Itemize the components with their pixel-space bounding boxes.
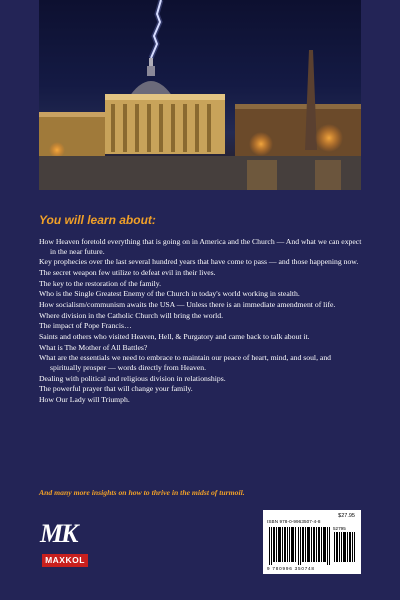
list-item: The impact of Pope Francis… [39,321,132,331]
ean-barcode-bars [269,527,331,565]
list-item: The secret weapon few utilize to defeat evil in their lives. [39,267,216,277]
cover-photo-basilica-lightning [39,0,361,190]
isbn-barcode [263,510,361,574]
list-item: How Heaven foretold everything that is going on in America and the Church — And what we can expect in the near future. [39,237,362,256]
learn-about-heading: You will learn about: [39,213,156,227]
list-item: Key prophecies over the last several hundred years that have come to pass — and those happening now. [39,257,359,267]
ean-digits: 9 780996 350748 [267,566,315,571]
publisher-name: MAXKOL [42,554,88,567]
list-item: How socialism/communism awaits the USA — Unless there is an immediate amendment of life. [39,300,336,310]
list-item: Saints and others who visited Heaven, Hell, & Purgatory and came back to talk about it. [39,332,310,342]
list-item: Who is the Single Greatest Enemy of the Church in today's world working in stealth. [39,289,300,299]
learn-about-list [39,237,364,406]
addon-barcode-bars [334,532,356,562]
list-item: Dealing with political and religious division in relationships. [39,373,226,383]
publisher-logo [40,515,100,571]
obelisk [305,50,317,150]
list-item: How Our Lady will Triumph. [39,395,130,405]
list-item: What are the essentials we need to embrace to maintain our peace of heart, mind, and soul, and spiritually prosper — words directly from Heaven. [39,353,332,373]
list-item: The key to the restoration of the family. [39,278,162,288]
basilica-illustration [39,0,361,190]
isbn-text: ISBN 978-0-9963507-4-8 [267,519,321,524]
list-item: Where division in the Catholic Church will bring the world. [39,310,224,320]
colonnade-left [39,116,105,156]
list-item: What is The Mother of All Battles? [39,342,148,352]
addon-digits: 52795 [333,526,346,531]
price-label: $27.95 [338,513,355,519]
closing-tagline: And many more insights on how to thrive in the midst of turmoil. [39,488,245,497]
publisher-logo-mark: MK [40,519,77,548]
list-item: The powerful prayer that will change your family. [39,384,193,394]
